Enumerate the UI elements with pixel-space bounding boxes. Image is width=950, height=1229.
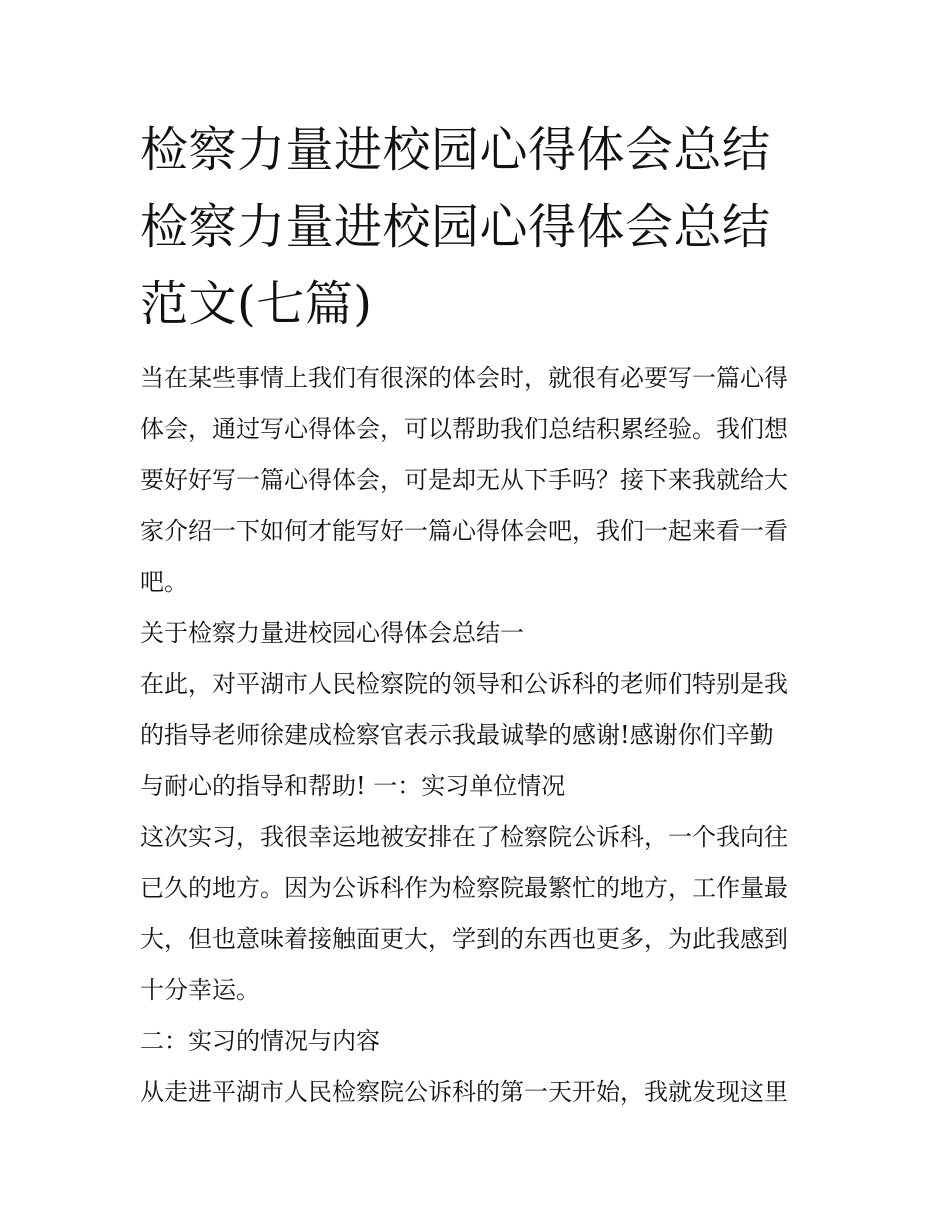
intro-line: 当在某些事情上我们有很深的体会时，就很有必要写一篇心得 (140, 364, 788, 392)
paragraph-line: 在此，对平湖市人民检察院的领导和公诉科的老师们特别是我 (140, 670, 788, 698)
section-heading: 关于检察力量进校园心得体会总结一 (140, 619, 524, 647)
document-body (140, 353, 830, 1118)
intro-line: 体会，通过写心得体会，可以帮助我们总结积累经验。我们想 (140, 415, 788, 443)
intro-line: 要好好写一篇心得体会，可是却无从下手吗？接下来我就给大 (140, 466, 788, 494)
paragraph-line: 这次实习，我很幸运地被安排在了检察院公诉科，一个我向往 (140, 823, 788, 851)
intro-line: 家介绍一下如何才能写好一篇心得体会吧，我们一起来看一看 (140, 517, 788, 545)
paragraph-line: 的指导老师徐建成检察官表示我最诚挚的感谢!感谢你们辛勤 (140, 721, 774, 749)
paragraph-line: 大，但也意味着接触面更大，学到的东西也更多，为此我感到 (140, 925, 788, 953)
document-title (140, 112, 830, 343)
title-line: 范文(七篇) (140, 276, 373, 332)
paragraph-line: 从走进平湖市人民检察院公诉科的第一天开始，我就发现这里 (140, 1078, 788, 1106)
paragraph-line: 已久的地方。因为公诉科作为检察院最繁忙的地方，工作量最 (140, 874, 788, 902)
intro-line: 吧。 (140, 568, 188, 596)
paragraph-line: 与耐心的指导和帮助! 一：实习单位情况 (140, 772, 566, 800)
title-line: 检察力量进校园心得体会总结 (140, 122, 771, 178)
subsection-heading: 二：实习的情况与内容 (140, 1027, 380, 1055)
paragraph-line: 十分幸运。 (140, 976, 260, 1004)
title-line: 检察力量进校园心得体会总结 (140, 199, 771, 255)
